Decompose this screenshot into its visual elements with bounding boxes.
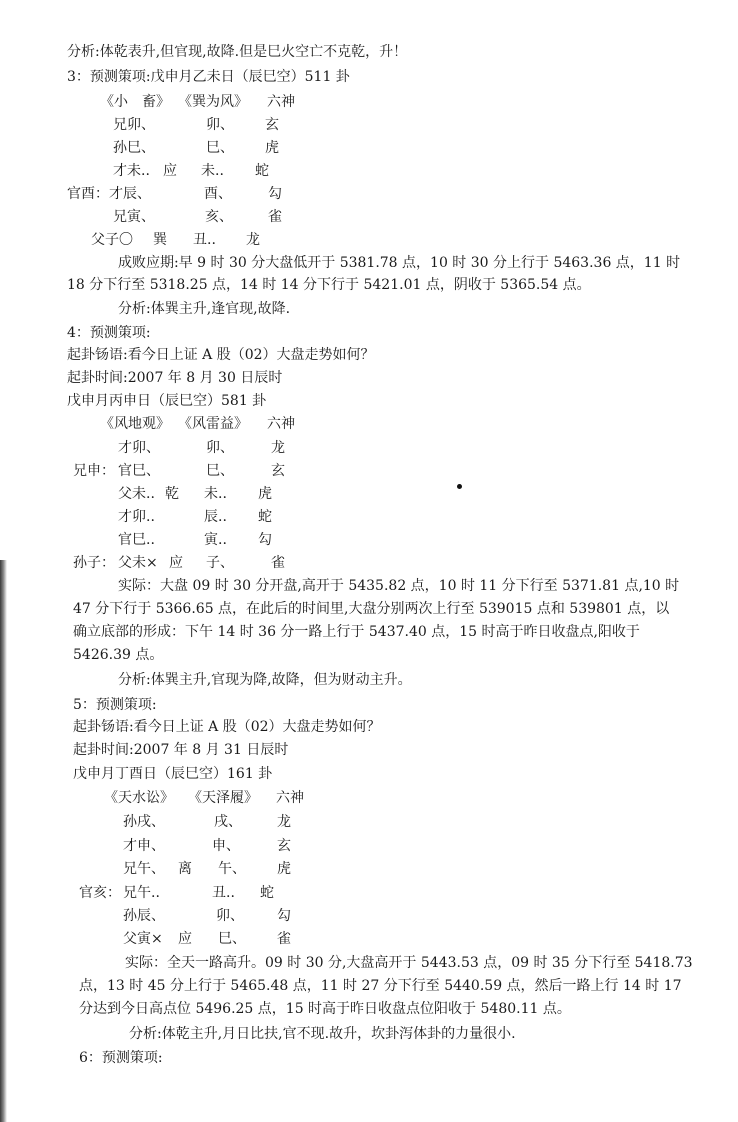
hex1-line4-changed: 未.. [201, 163, 224, 179]
hex2-line4-god: 虎 [258, 486, 272, 502]
section-4-question: 起卦钖语:看今日上证 A 股（02）大盘走势如何？ [67, 347, 375, 363]
hex2-line4-mark: 乾 [165, 486, 179, 502]
section-5-question: 起卦钖语:看今日上证 A 股（02）大盘走势如何？ [73, 719, 381, 735]
hex2-line2-changed: 寅.. [204, 532, 227, 548]
hex2-line6-main: 才卯、 [118, 440, 160, 456]
hex2-line5-fushen: 兄申： [73, 463, 115, 479]
hex3-line6-changed: 戌、 [214, 814, 242, 830]
section-5-ganzhi: 戊申月丁酉日（辰巳空）161 卦 [73, 766, 273, 782]
hex2-line1-god: 雀 [271, 555, 285, 571]
section-6-heading: 6：预测策项: [79, 1050, 163, 1066]
hex2-line3-main: 才卯.. [118, 509, 155, 525]
actual-5-line-1: 实际：全天一路高升。09 时 30 分,大盘高开于 5443.53 点，09 时 35 分下行至 5418.73 [125, 955, 693, 971]
hex1-line1-main: 父子〇 [91, 232, 133, 248]
hex3-line3-fushen: 官亥： [79, 885, 121, 901]
hex1-line2-changed: 亥、 [205, 209, 233, 225]
hex1-line1-god: 龙 [246, 232, 260, 248]
hex3-line5-god: 玄 [277, 838, 291, 854]
hex2-line2-main: 官巳.. [118, 532, 155, 548]
hex2-line6-changed: 卯、 [206, 440, 234, 456]
hex2-line3-changed: 辰.. [204, 509, 227, 525]
hex1-line6-god: 玄 [265, 117, 279, 133]
hex2-line1-main: 父未× [118, 555, 158, 571]
hex1-liushen-header: 六神 [267, 94, 295, 110]
hex1-line3-god: 勾 [268, 186, 282, 202]
hex2-line3-god: 蛇 [258, 509, 272, 525]
actual-5-line-2: 点，13 时 45 分上行于 5465.48 点，11 时 27 分下行至 5440.59 点，然后一路上行 14 时 17 [79, 978, 682, 994]
hex2-line1-mark: 应 [169, 555, 183, 571]
hex2-title-1: 《风地观》 [100, 416, 170, 432]
hex3-liushen-header: 六神 [276, 790, 304, 806]
section-4-heading: 4：预测策项: [67, 325, 151, 341]
hex1-line5-god: 虎 [265, 140, 279, 156]
hex3-line6-main: 孙戌、 [123, 814, 165, 830]
actual-4-line-3: 确立底部的形成：下午 14 时 36 分一路上行于 5437.40 点，15 时高于昨日收盘点,阳收于 [73, 624, 640, 640]
hex1-line3-fushen: 官酉： [67, 186, 109, 202]
section-3-heading: 3：预测策项:戊申月乙未日（辰巳空）511 卦 [67, 69, 350, 85]
actual-5-line-3: 分达到今日高点位 5496.25 点，15 时高于昨日收盘点位阳收于 5480.11 点。 [79, 1001, 571, 1017]
hex1-line5-main: 孙巳、 [113, 140, 155, 156]
hex1-line2-god: 雀 [268, 209, 282, 225]
hex3-title-1: 《天水讼》 [104, 790, 174, 806]
hex1-line6-main: 兄卯、 [113, 117, 155, 133]
analysis-line-2: 分析:体巽主升,逢官现,故降. [118, 301, 291, 317]
hex1-line4-main: 才未.. [113, 163, 150, 179]
actual-4-line-2: 47 分下行于 5366.65 点，在此后的时间里,大盘分别两次上行至 539015 点和 539801 点，以 [73, 601, 670, 617]
hex3-line1-main: 父寅× [123, 931, 163, 947]
hex2-line1-fushen: 孙子： [73, 555, 115, 571]
hex3-line1-god: 雀 [277, 931, 291, 947]
hex3-line4-main: 兄午、 [123, 861, 165, 877]
hex2-line1-changed: 子、 [206, 555, 234, 571]
hex2-line6-god: 龙 [271, 440, 285, 456]
hex1-title-2: 《巽为风》 [178, 94, 248, 110]
section-5-time: 起卦时间:2007 年 8 月 31 日辰时 [73, 742, 289, 758]
scan-binding-edge [0, 560, 7, 1122]
hex2-line5-god: 玄 [271, 463, 285, 479]
hex3-line5-main: 才申、 [123, 838, 165, 854]
hex3-line4-god: 虎 [277, 861, 291, 877]
hex1-line2-main: 兄寅、 [113, 209, 155, 225]
hex3-line2-changed: 卯、 [216, 908, 244, 924]
hex3-line1-mark: 应 [178, 931, 192, 947]
section-5-heading: 5：预测策项: [73, 697, 157, 713]
hex2-line2-god: 勾 [258, 532, 272, 548]
actual-4-line-1: 实际：大盘 09 时 30 分开盘,高开于 5435.82 点，10 时 11 分下行至 5371.81 点,10 时 [118, 578, 680, 594]
hex3-line3-changed: 丑.. [212, 885, 235, 901]
outcome-line-2: 18 分下行至 5318.25 点，14 时 14 分下行于 5421.01 点，阴收于 5365.54 点。 [67, 277, 591, 293]
analysis-line-4: 分析:体巽主升,官现为降,故降，但为财动主升。 [118, 672, 412, 688]
hex1-line4-mark: 应 [163, 163, 177, 179]
hex2-line4-main: 父未.. [118, 486, 155, 502]
hex2-line4-changed: 未.. [204, 486, 227, 502]
hex2-liushen-header: 六神 [267, 416, 295, 432]
hex1-line1-changed: 丑.. [193, 232, 216, 248]
hex3-line5-changed: 申、 [212, 838, 240, 854]
hex3-line4-mark: 离 [178, 861, 192, 877]
hex2-line5-changed: 巳、 [206, 463, 234, 479]
hex3-line6-god: 龙 [277, 814, 291, 830]
outcome-line-1: 成败应期:早 9 时 30 分大盘低开于 5381.78 点，10 时 30 分上行于 5463.36 点，11 时 [118, 255, 681, 271]
hex3-title-2: 《天泽履》 [188, 790, 258, 806]
hex2-line5-main: 官巳、 [118, 463, 160, 479]
hex2-title-2: 《风雷益》 [178, 416, 248, 432]
hex1-line4-god: 蛇 [255, 163, 269, 179]
hex3-line2-main: 孙辰、 [123, 908, 165, 924]
hex1-line3-changed: 酉、 [204, 186, 232, 202]
analysis-line-1: 分析:体乾表升,但官现,故降.但是巳火空亡不克乾，升！ [67, 44, 408, 60]
section-4-ganzhi: 戊申月丙申日（辰巳空）581 卦 [67, 393, 267, 409]
section-4-time: 起卦时间:2007 年 8 月 30 日辰时 [67, 370, 283, 386]
hex1-line3-main: 才辰、 [109, 186, 151, 202]
hex1-line6-changed: 卯、 [206, 117, 234, 133]
hex1-line5-changed: 巳、 [206, 140, 234, 156]
hex1-line1-mark: 巽 [153, 232, 167, 248]
hex3-line1-changed: 巳、 [218, 931, 246, 947]
hex3-line3-god: 蛇 [260, 885, 274, 901]
hex3-line4-changed: 午、 [218, 861, 246, 877]
scan-speck [457, 484, 462, 489]
hex1-title-1: 《小 畜》 [100, 94, 170, 110]
analysis-line-5: 分析:体乾主升,月日比扶,官不现.故升，坎卦泻体卦的力量很小. [129, 1026, 516, 1042]
hex3-line3-main: 兄午.. [123, 885, 160, 901]
actual-4-line-4: 5426.39 点。 [73, 647, 164, 663]
hex3-line2-god: 勾 [277, 908, 291, 924]
